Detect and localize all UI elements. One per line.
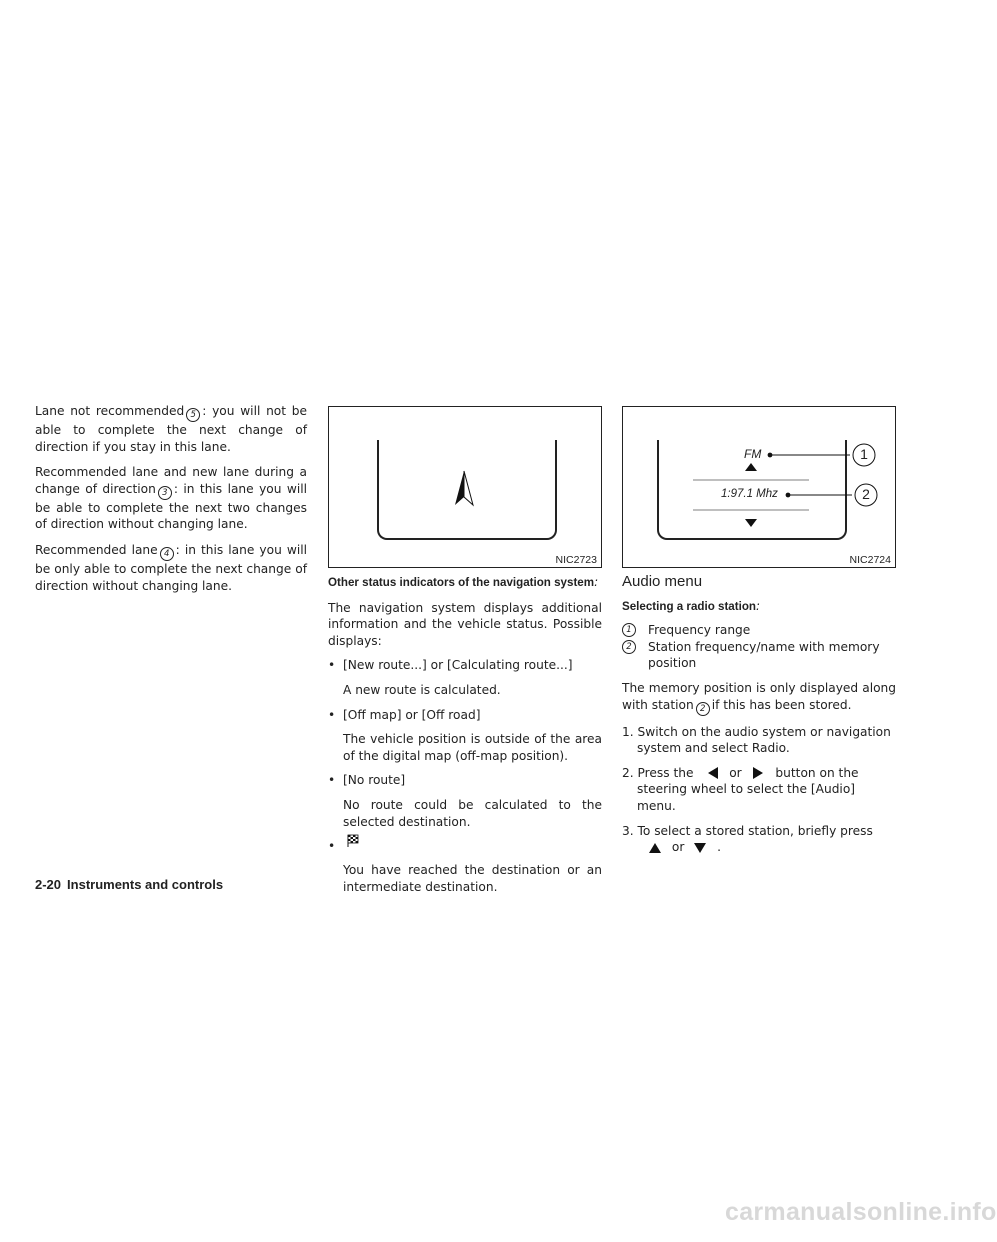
status-item-title: [New route...] or [Calculating route...] (343, 658, 573, 673)
page-number: 2-20 (35, 877, 62, 892)
figure-audio-menu (622, 406, 896, 568)
frequency-label: 1:97.1 Mhz (721, 488, 778, 500)
para2-pre: Recommended lane and new lane during a change of direction (35, 465, 307, 496)
memory-note: The memory position is only displayed along with station 2 if this has been stored. (622, 680, 896, 714)
left-arrow-button-icon (707, 767, 719, 779)
step-1: 1. Switch on the audio system or navigation system and select Radio. (622, 724, 891, 756)
status-item-desc: The vehicle position is outside of the area of the digital map (off-map position). (343, 732, 602, 763)
legend-text: Frequency range (648, 623, 751, 638)
left-column (35, 403, 307, 594)
callout-1: 1 (622, 623, 636, 637)
para1-post: : you will not be able to complete the next change of direction if you stay in this lane. (35, 404, 307, 454)
status-item-title: [Off map] or [Off road] (343, 707, 481, 722)
status-intro: The navigation system displays additional information and the vehicle status. Possible displays: (328, 600, 602, 648)
recommended-lane-paragraph (35, 542, 307, 594)
callout-2: 2 (622, 640, 636, 654)
step-2: 2. Press the or button on the steering wheel to select the [Audio] menu. (622, 765, 859, 813)
para3-post: : in this lane you will be only able to complete the next change of direction without changing lane. (35, 542, 308, 593)
middle-column (328, 574, 602, 895)
bullet: • (328, 773, 336, 788)
page-footer (35, 877, 223, 892)
para2-post: : in this lane you will be able to complete the next two changes of direction without changing lane. (35, 481, 308, 532)
bullet: • (328, 658, 336, 673)
figure-label-right: NIC2724 (849, 554, 891, 566)
right-arrow-button-icon (752, 767, 764, 779)
legend-item (622, 639, 896, 672)
callout-2-label: 2 (862, 486, 870, 502)
status-indicators-heading: Other status indicators of the navigation system: (328, 575, 599, 589)
callout-5: 5 (186, 408, 200, 422)
callout-4: 4 (160, 547, 174, 561)
figure-label-left: NIC2723 (555, 554, 597, 566)
up-arrow-button-icon (649, 842, 661, 854)
watermark: carmanualsonline.info (725, 1198, 997, 1226)
down-arrow-button-icon (694, 842, 706, 854)
selecting-station-heading: Selecting a radio station: (622, 598, 761, 613)
legend-item (622, 622, 896, 639)
lane-not-recommended-paragraph (35, 403, 307, 455)
bullet: • (328, 707, 336, 722)
navigation-arrow-icon (453, 469, 477, 509)
callout-1-label: 1 (860, 446, 868, 462)
status-item-title: [No route] (343, 773, 406, 788)
recommended-new-lane-paragraph (35, 464, 307, 533)
checkered-flag-icon (347, 834, 359, 848)
status-item (328, 707, 602, 724)
para3-pre: Recommended lane (35, 542, 158, 557)
bullet: • (328, 839, 336, 854)
step-3: 3. To select a stored station, briefly press or . (622, 823, 873, 855)
figure-navigation-arrow (328, 406, 602, 568)
status-item-desc: A new route is calculated. (343, 682, 501, 697)
status-item (328, 838, 602, 854)
legend-text: Station frequency/name with memory position (648, 639, 880, 671)
status-item (328, 657, 602, 674)
section-name: Instruments and controls (67, 877, 224, 892)
right-column (622, 574, 896, 856)
callout-3: 3 (158, 486, 172, 500)
callout-2-inline: 2 (696, 702, 710, 716)
status-item-desc: You have reached the destination or an intermediate destination. (343, 863, 602, 894)
para1-pre: Lane not recommended (35, 404, 185, 418)
audio-menu-title: Audio menu (622, 573, 703, 590)
status-item (328, 772, 602, 789)
status-item-desc: No route could be calculated to the selected destination. (343, 797, 602, 829)
band-label: FM (744, 447, 762, 461)
